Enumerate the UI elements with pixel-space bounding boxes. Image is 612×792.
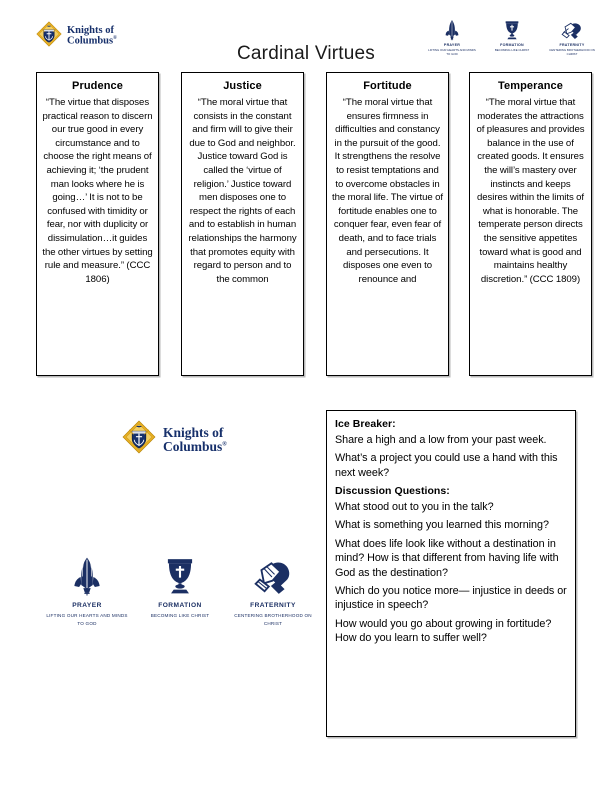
pillars-strip <box>44 556 316 628</box>
virtue-card-prudence <box>36 72 159 376</box>
ice-breaker-question: Share a high and a low from your past week. <box>335 434 547 446</box>
chalice-cross-icon <box>137 556 223 596</box>
pillar-title: FORMATION <box>158 602 202 609</box>
pillar-subtitle: CENTERING BROTHERHOOD ON CHRIST <box>234 613 312 626</box>
virtue-title: Justice <box>223 80 262 92</box>
pillar-subtitle: LIFTING OUR HEARTS AND MINDS TO GOD <box>46 613 128 626</box>
pillar-subtitle: CENTERING BROTHERHOOD ON CHRIST <box>549 48 595 57</box>
ice-breaker-heading: Ice Breaker: <box>335 418 396 430</box>
handshake-icon <box>230 556 316 596</box>
ice-breaker-question: What’s a project you could use a hand with this next week? <box>335 452 558 479</box>
cardinal-virtues-row <box>36 72 585 378</box>
virtue-card-justice <box>181 72 304 376</box>
pillar-subtitle: BECOMING LIKE CHRIST <box>494 48 530 52</box>
virtue-body: “The virtue that disposes practical reason to discern our true good in every circumstance and to choose the right means of achieving it; ‘the prudent man looks where he is going…’ It is not to be confused with timidity or fear, nor with duplicity or dissimulation…it guides the other virtues by setting rule and measure.” (CCC 1806) <box>42 97 153 285</box>
brand-wordmark: Knights of Columbus® <box>67 24 117 47</box>
virtue-body: “The moral virtue that ensures firmness in difficulties and constancy in the pursuit of the good. It strengthens the resolve to resist temptations and to overcome obstacles in the moral life. The virtue of fortitude enables one to conquer fear, even fear of death, and to face trials and persecutions. It disposes one even to renounce and <box>332 97 443 285</box>
virtue-body: “The moral virtue that consists in the constant and firm will to give their due to God and neighbor. Justice toward God is called the ‘virtue of religion.’ Justice toward men disposes one to respect the rights of each and to establish in human relationships the harmony that promotes equity with regard to person and to the common <box>188 97 297 285</box>
praying-hands-icon <box>424 17 480 41</box>
virtue-card-temperance <box>469 72 592 376</box>
pillar-title: PRAYER <box>72 602 102 609</box>
pillar-title: PRAYER <box>443 43 461 47</box>
discussion-panel <box>326 410 576 737</box>
pillar-formation <box>137 556 223 628</box>
header-pillars-strip <box>424 17 600 56</box>
header-pillar-prayer <box>424 17 480 56</box>
header-pillar-formation <box>484 17 540 56</box>
pillar-fraternity <box>230 556 316 628</box>
virtue-card-fortitude <box>326 72 449 376</box>
virtue-title: Temperance <box>498 80 563 92</box>
discussion-questions-heading: Discussion Questions: <box>335 485 450 498</box>
brand-wordmark: Knights of Columbus® <box>163 424 227 454</box>
virtue-title: Fortitude <box>363 80 412 92</box>
praying-hands-icon <box>44 556 130 596</box>
discussion-question: What is something you learned this morning? <box>335 519 549 532</box>
pillar-subtitle: BECOMING LIKE CHRIST <box>150 613 210 618</box>
virtue-body: “The moral virtue that moderates the attractions of pleasures and provides balance in the use of created goods. It ensures the will’s mastery over instincts and keeps desires within the limits of what is honorable. The temperate person directs the sensitive appetites toward what is good and maintains healthy discretion.” (CCC 1809) <box>476 97 585 285</box>
pillar-title: FRATERNITY <box>250 602 296 609</box>
discussion-question: What stood out to you in the talk? <box>335 501 494 514</box>
pillar-prayer <box>44 556 130 628</box>
discussion-question: How would you go about growing in fortitude? How do you learn to suffer well? <box>335 617 552 644</box>
virtue-title: Prudence <box>72 80 123 92</box>
header-pillar-fraternity <box>544 17 600 56</box>
pillar-title: FRATERNITY <box>559 43 585 47</box>
center-brand-logo <box>122 420 227 459</box>
page-title: Cardinal Virtues <box>236 42 376 64</box>
chalice-cross-icon <box>484 17 540 41</box>
pillar-subtitle: LIFTING OUR HEARTS AND MINDS TO GOD <box>428 48 476 57</box>
pillar-title: FORMATION <box>500 43 524 47</box>
discussion-question: What does life look like without a destination in mind? How is that different from having life with God as the destination? <box>335 537 559 579</box>
knights-of-columbus-emblem-icon <box>122 420 156 459</box>
handshake-icon <box>544 17 600 41</box>
discussion-question: Which do you notice more— injustice in deeds or injustice in speech? <box>335 584 567 612</box>
